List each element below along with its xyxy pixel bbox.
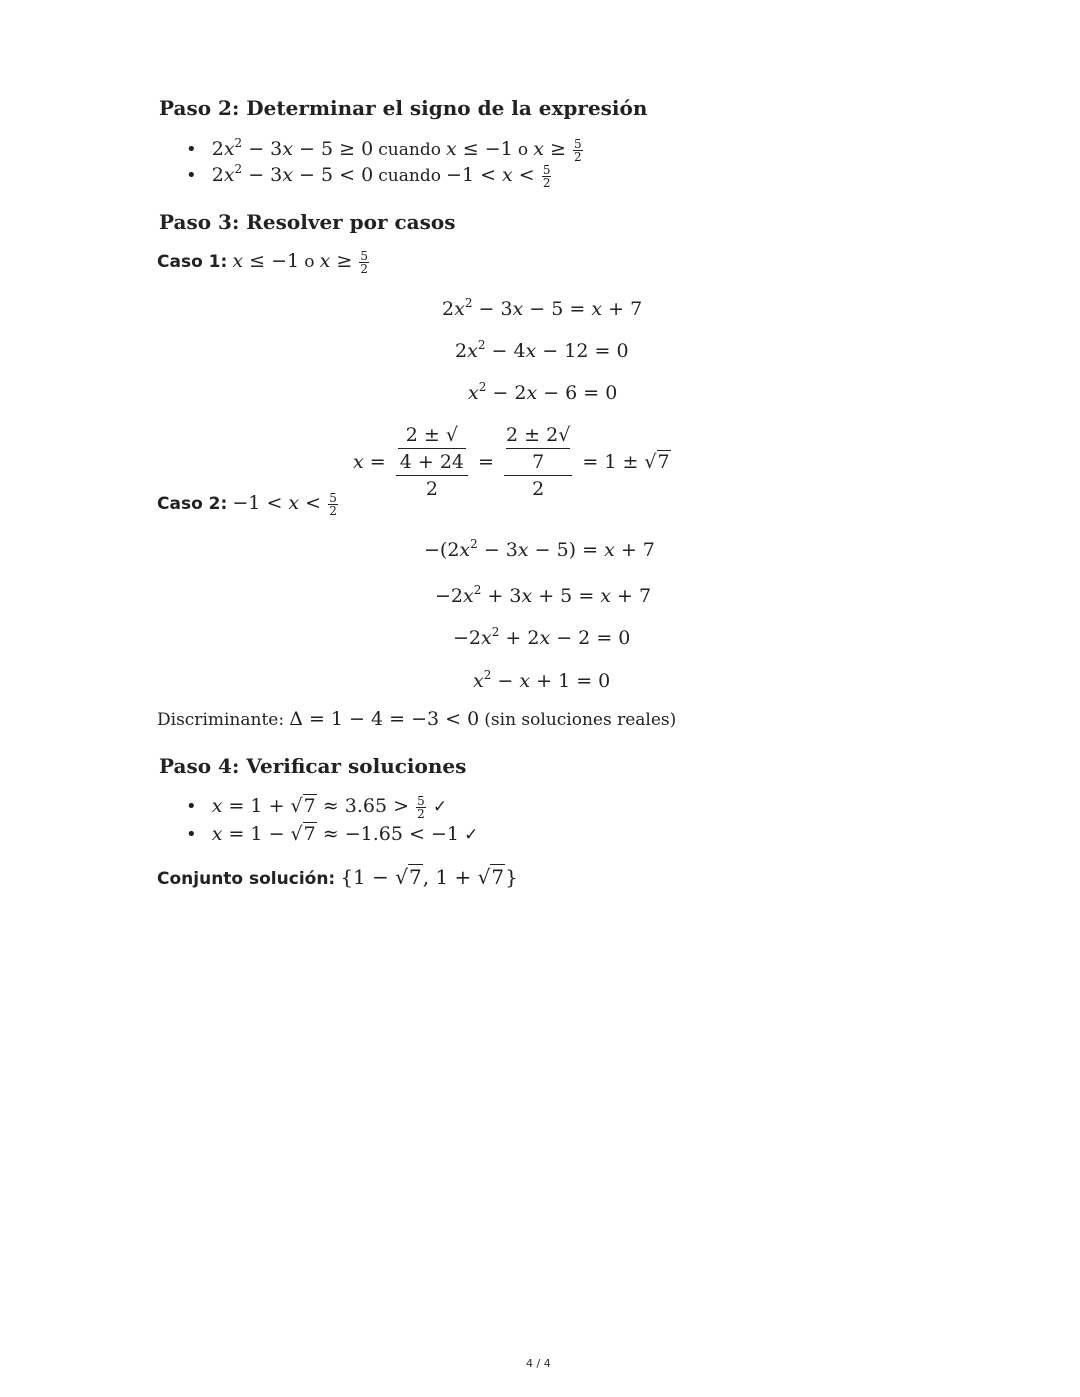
bullet-icon: •: [186, 824, 197, 845]
step2-bullet-1: • $2x^2 - 3x - 5 \ge 0$ cuando x ≤ −1 o x ≥ $\frac{5}{2}$: [186, 136, 582, 164]
step4-heading: Paso 4: Verificar soluciones: [159, 754, 467, 778]
bullet-icon: •: [186, 796, 197, 817]
step4-bullet-2: • x = 1 − √7 ≈ −1.65 < −1 ✓: [186, 823, 479, 845]
solution-set: Conjunto solución: {1 − √7, 1 + √7}: [157, 865, 518, 889]
case1-quadratic-formula: x = 2 ± √ 4 + 24 2 = 2 ± 2√ 7 2 = 1 ± √7: [353, 424, 670, 500]
case2-equation-4: $x^2 - x + 1 = 0$: [473, 668, 611, 692]
case1-equation-3: $x^2 - 2x - 6 = 0$: [468, 380, 618, 404]
check-icon: ✓: [464, 825, 479, 845]
case2-equation-2: $-2x^2 + 3x + 5 = x + 7$: [435, 583, 652, 607]
discriminant-line: Discriminante: Δ = 1 − 4 = −3 < 0 (sin soluciones reales): [157, 708, 677, 730]
case1-equation-1: $2x^2 - 3x - 5 = x + 7$: [442, 296, 643, 320]
case1-equation-2: $2x^2 - 4x - 12 = 0$: [455, 338, 629, 362]
case2-condition: Caso 2: −1 < x < $\frac{5}{2}$: [157, 491, 337, 518]
page-number: 4 / 4: [526, 1357, 551, 1370]
check-icon: ✓: [432, 797, 448, 817]
bullet-icon: •: [186, 165, 197, 186]
case2-equation-3: $-2x^2 + 2x - 2 = 0$: [453, 625, 631, 649]
step2-heading: Paso 2: Determinar el signo de la expresión: [159, 96, 648, 120]
step2-bullet-2: • $2x^2 - 3x - 5 < 0$ cuando −1 < x < $\frac{5}{2}$: [186, 162, 551, 190]
bullet-icon: •: [186, 139, 197, 160]
step3-heading: Paso 3: Resolver por casos: [159, 210, 456, 234]
case2-equation-1: $-(2x^2 - 3x - 5) = x + 7$: [424, 537, 655, 561]
step4-bullet-1: • x = 1 + √7 ≈ 3.65 > $\frac{5}{2}$ ✓: [186, 794, 448, 821]
case1-condition: Caso 1: x ≤ −1 o x ≥ $\frac{5}{2}$: [157, 249, 368, 276]
